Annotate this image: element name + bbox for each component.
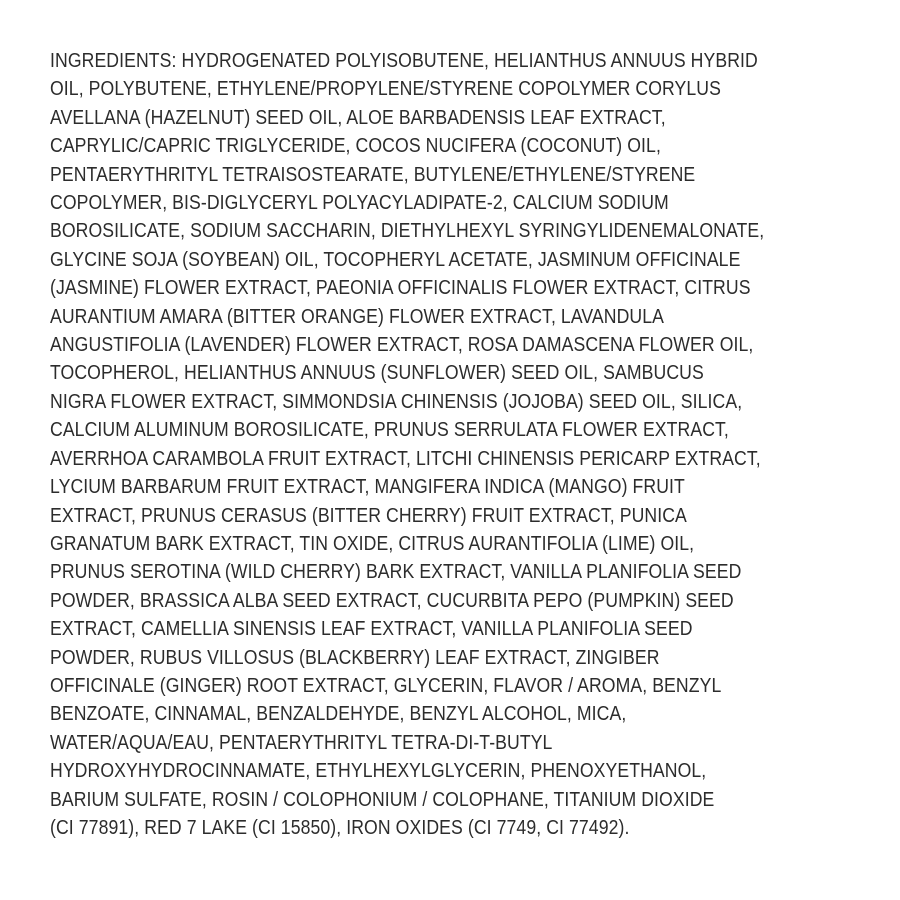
ingredients-line: OFFICINALE (GINGER) ROOT EXTRACT, GLYCERIN, FLAVOR / AROMA, BENZYL (50, 674, 722, 697)
ingredients-line: EXTRACT, PRUNUS CERASUS (BITTER CHERRY) FRUIT EXTRACT, PUNICA (50, 504, 687, 527)
ingredients-line: COPOLYMER, BIS-DIGLYCERYL POLYACYLADIPATE-2, CALCIUM SODIUM (50, 192, 669, 215)
ingredients-line: AURANTIUM AMARA (BITTER ORANGE) FLOWER EXTRACT, LAVANDULA (50, 305, 665, 328)
ingredients-text (50, 47, 861, 842)
ingredients-line: GLYCINE SOJA (SOYBEAN) OIL, TOCOPHERYL ACETATE, JASMINUM OFFICINALE (50, 248, 741, 271)
ingredients-line: ANGUSTIFOLIA (LAVENDER) FLOWER EXTRACT, ROSA DAMASCENA FLOWER OIL, (50, 334, 754, 357)
ingredients-line: NIGRA FLOWER EXTRACT, SIMMONDSIA CHINENSIS (JOJOBA) SEED OIL, SILICA, (50, 390, 743, 413)
ingredients-line: PRUNUS SEROTINA (WILD CHERRY) BARK EXTRACT, VANILLA PLANIFOLIA SEED (50, 561, 742, 584)
ingredients-line: POWDER, RUBUS VILLOSUS (BLACKBERRY) LEAF EXTRACT, ZINGIBER (50, 646, 660, 669)
ingredients-line: BARIUM SULFATE, ROSIN / COLOPHONIUM / COLOPHANE, TITANIUM DIOXIDE (50, 788, 715, 811)
ingredients-line: LYCIUM BARBARUM FRUIT EXTRACT, MANGIFERA INDICA (MANGO) FRUIT (50, 476, 685, 499)
ingredients-line: (JASMINE) FLOWER EXTRACT, PAEONIA OFFICINALIS FLOWER EXTRACT, CITRUS (50, 277, 751, 300)
ingredients-line: INGREDIENTS: HYDROGENATED POLYISOBUTENE, HELIANTHUS ANNUUS HYBRID (50, 50, 758, 72)
ingredients-line: EXTRACT, CAMELLIA SINENSIS LEAF EXTRACT, VANILLA PLANIFOLIA SEED (50, 618, 693, 641)
ingredients-line: CALCIUM ALUMINUM BOROSILICATE, PRUNUS SERRULATA FLOWER EXTRACT, (50, 419, 729, 442)
ingredients-line: POWDER, BRASSICA ALBA SEED EXTRACT, CUCURBITA PEPO (PUMPKIN) SEED (50, 589, 734, 612)
ingredients-line: (CI 77891), RED 7 LAKE (CI 15850), IRON OXIDES (CI 7749, CI 77492). (50, 816, 630, 839)
ingredients-line: WATER/AQUA/EAU, PENTAERYTHRITYL TETRA-DI-T-BUTYL (50, 731, 553, 754)
ingredients-line: BENZOATE, CINNAMAL, BENZALDEHYDE, BENZYL ALCOHOL, MICA, (50, 703, 627, 726)
ingredients-line: BOROSILICATE, SODIUM SACCHARIN, DIETHYLHEXYL SYRINGYLIDENEMALONATE, (50, 220, 765, 243)
ingredients-line: TOCOPHEROL, HELIANTHUS ANNUUS (SUNFLOWER) SEED OIL, SAMBUCUS (50, 362, 704, 385)
ingredients-line: AVELLANA (HAZELNUT) SEED OIL, ALOE BARBADENSIS LEAF EXTRACT, (50, 106, 666, 129)
ingredients-line: HYDROXYHYDROCINNAMATE, ETHYLHEXYLGLYCERIN, PHENOXYETHANOL, (50, 760, 707, 783)
ingredients-line: GRANATUM BARK EXTRACT, TIN OXIDE, CITRUS AURANTIFOLIA (LIME) OIL, (50, 532, 695, 555)
ingredients-line: PENTAERYTHRITYL TETRAISOSTEARATE, BUTYLENE/ETHYLENE/STYRENE (50, 163, 696, 186)
ingredients-line: AVERRHOA CARAMBOLA FRUIT EXTRACT, LITCHI CHINENSIS PERICARP EXTRACT, (50, 447, 761, 470)
ingredients-line: OIL, POLYBUTENE, ETHYLENE/PROPYLENE/STYRENE COPOLYMER CORYLUS (50, 78, 721, 101)
ingredients-line: CAPRYLIC/CAPRIC TRIGLYCERIDE, COCOS NUCIFERA (COCONUT) OIL, (50, 135, 661, 158)
